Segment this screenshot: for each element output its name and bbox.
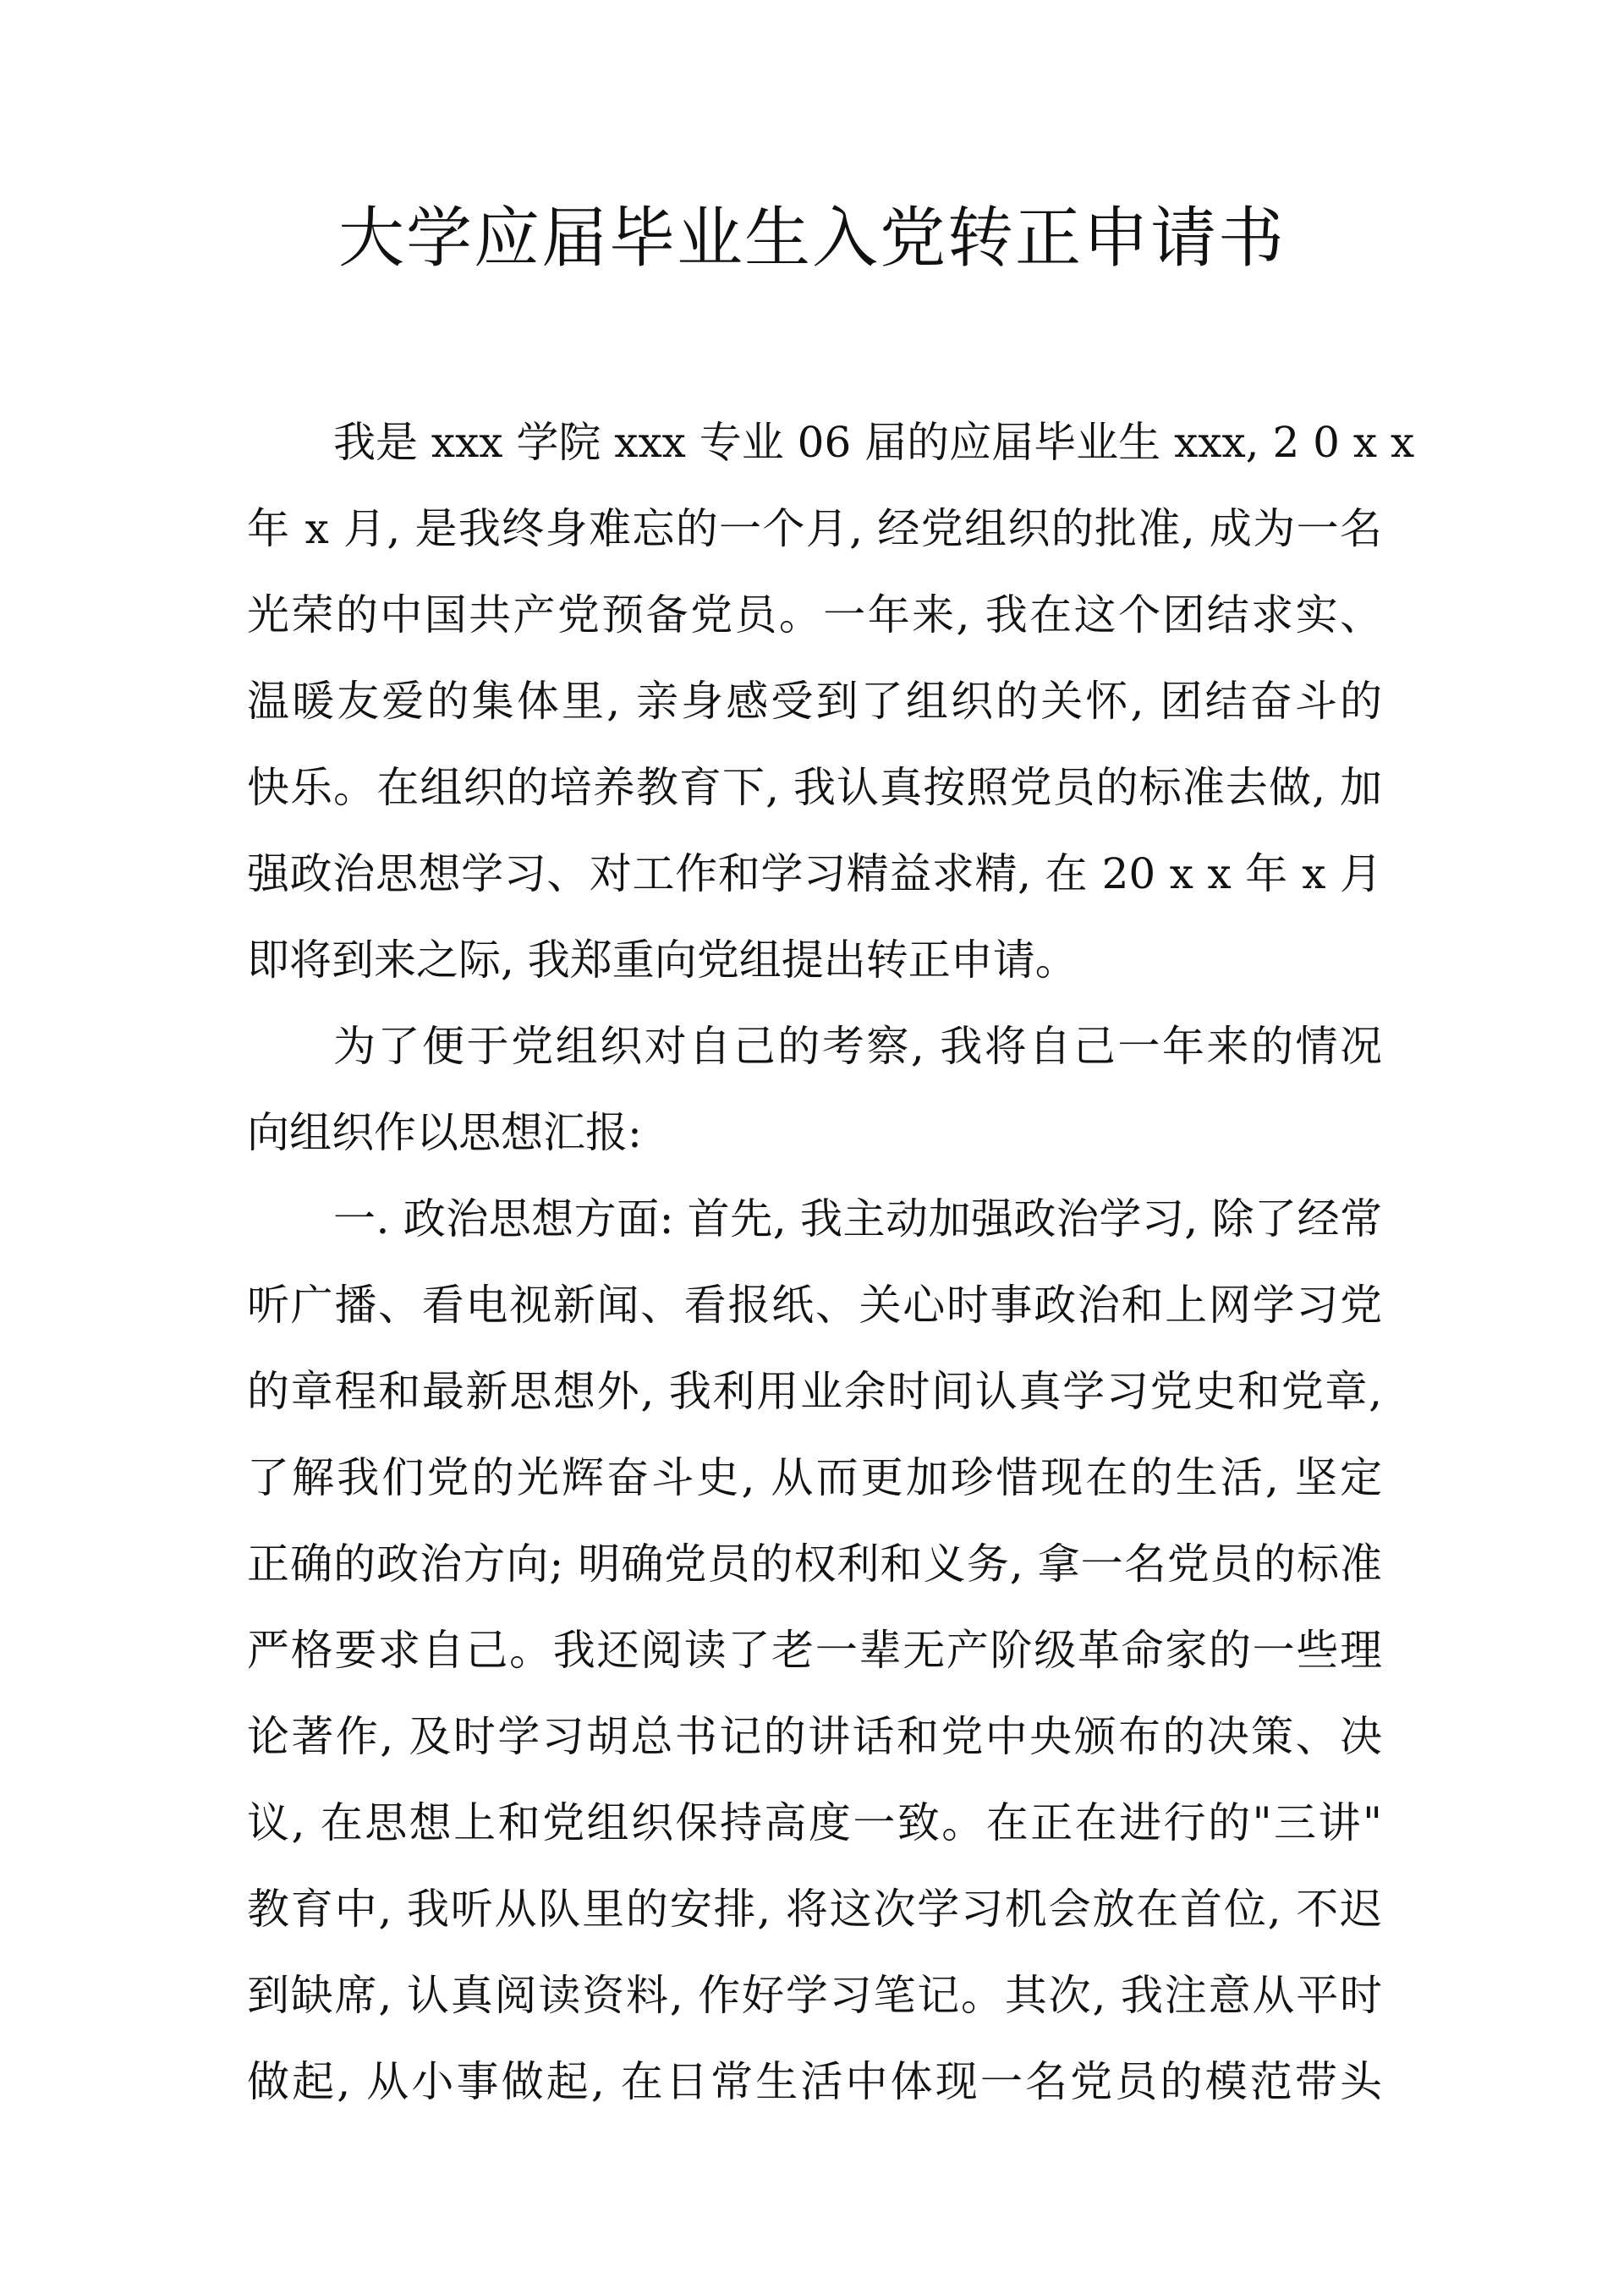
paragraph-line: 年 x 月, 是我终身难忘的一个月, 经党组织的批准, 成为一名 [247,504,1382,553]
paragraph-line: 正确的政治方向; 明确党员的权利和义务, 拿一名党员的标准 [247,1539,1382,1589]
paragraph-line: 一. 政治思想方面: 首先, 我主动加强政治学习, 除了经常 [333,1194,1382,1243]
paragraph-line: 我是 xxx 学院 xxx 专业 06 届的应届毕业生 xxx, 2 0 x x [333,418,1415,467]
paragraph-line: 论著作, 及时学习胡总书记的讲话和党中央颁布的决策、决 [247,1712,1382,1761]
document-body [247,399,1415,2125]
paragraph-line: 温暖友爱的集体里, 亲身感受到了组织的关怀, 团结奋斗的 [247,677,1382,726]
paragraph-line: 严格要求自己。我还阅读了老一辈无产阶级革命家的一些理 [247,1626,1382,1675]
paragraph-line: 听广播、看电视新闻、看报纸、关心时事政治和上网学习党 [247,1281,1382,1330]
paragraph-line: 教育中, 我听从队里的安排, 将这次学习机会放在首位, 不迟 [247,1885,1382,1934]
paragraph-line: 的章程和最新思想外, 我利用业余时间认真学习党史和党章, [247,1367,1382,1416]
paragraph-line: 议, 在思想上和党组织保持高度一致。在正在进行的"三讲" [247,1798,1382,1847]
document-title: 大学应届毕业生入党转正申请书 [337,200,1286,277]
paragraph-line: 强政治思想学习、对工作和学习精益求精, 在 20 x x 年 x 月 [247,849,1382,898]
paragraph-line: 向组织作以思想汇报: [247,1108,642,1157]
paragraph-line: 了解我们党的光辉奋斗史, 从而更加珍惜现在的生活, 坚定 [247,1453,1382,1502]
paragraph-line: 到缺席, 认真阅读资料, 作好学习笔记。其次, 我注意从平时 [247,1971,1382,2020]
paragraph-line: 光荣的中国共产党预备党员。一年来, 我在这个团结求实、 [247,590,1382,639]
paragraph-line: 即将到来之际, 我郑重向党组提出转正申请。 [247,936,1078,985]
paragraph-line: 做起, 从小事做起, 在日常生活中体现一名党员的模范带头 [247,2057,1382,2106]
paragraph-line: 为了便于党组织对自己的考察, 我将自己一年来的情况 [333,1022,1382,1071]
paragraph-line: 快乐。在组织的培养教育下, 我认真按照党员的标准去做, 加 [247,763,1382,812]
